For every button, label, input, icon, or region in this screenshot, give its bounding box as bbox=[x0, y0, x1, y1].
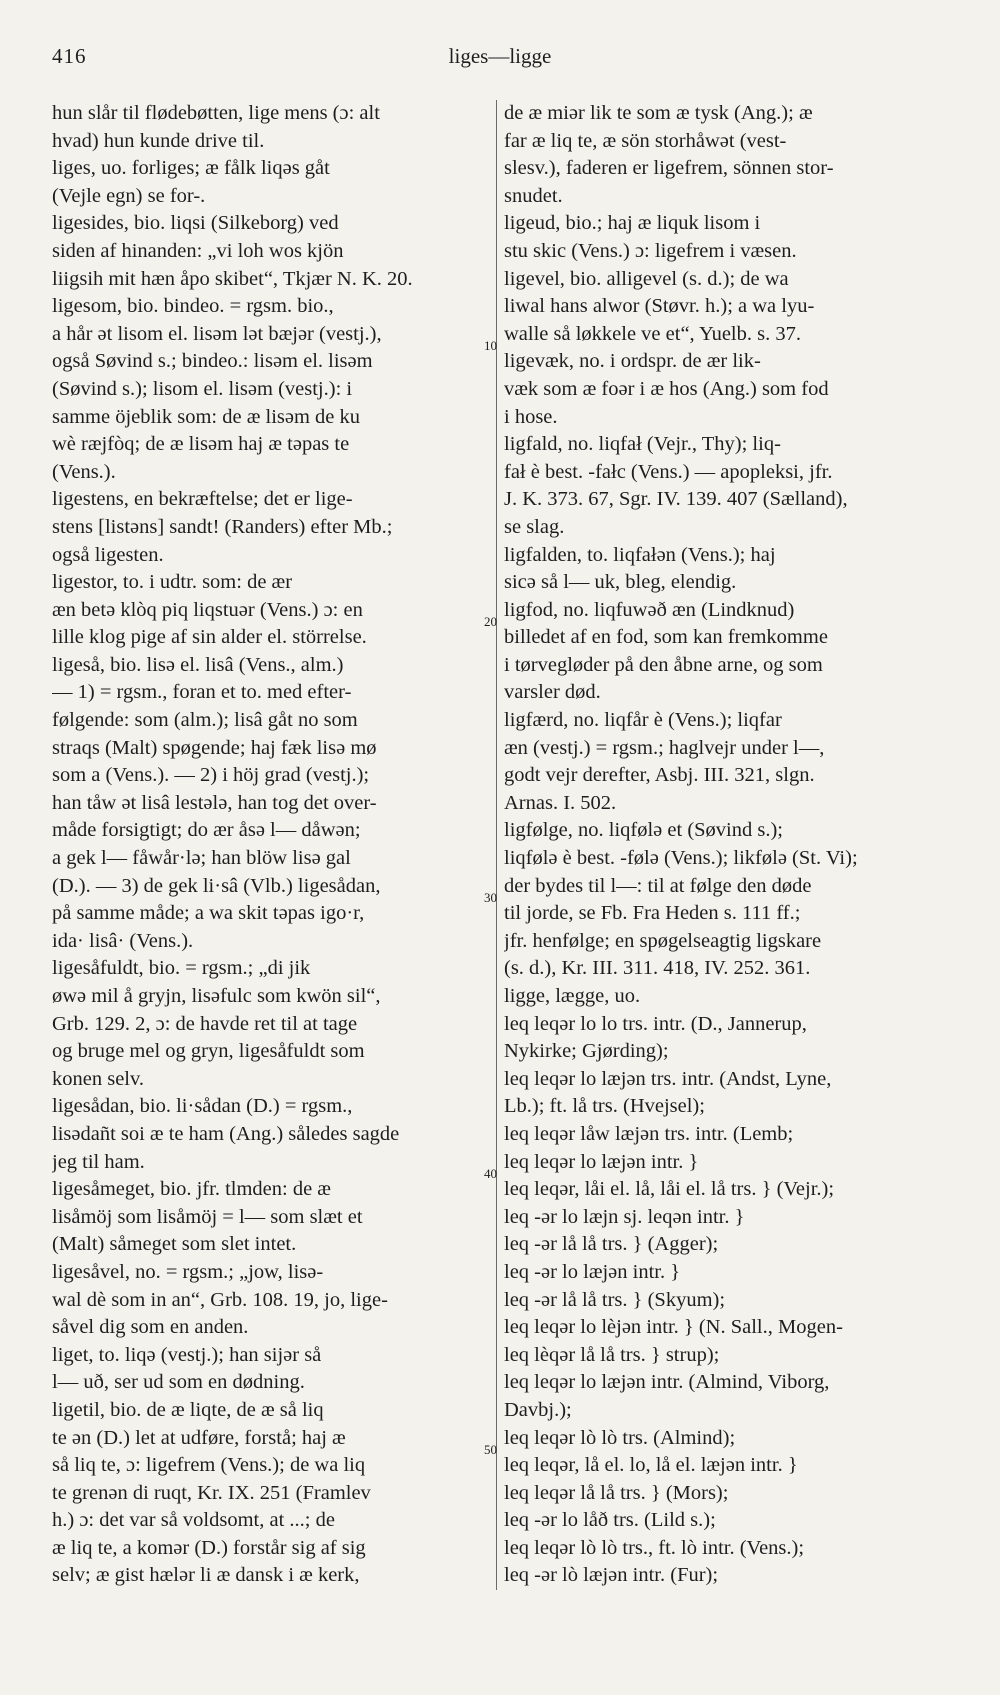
text-line: hvad) hun kunde drive til. bbox=[52, 129, 265, 152]
text-line: se slag. bbox=[504, 515, 565, 538]
text-line: lisåmöj som lisåmöj = l— som slæt et bbox=[52, 1205, 363, 1228]
text-line: stens [listəns] sandt! (Randers) efter Mb.; bbox=[52, 515, 393, 538]
text-line: liges, uo. forliges; æ fålk liqəs gåt bbox=[52, 157, 330, 180]
text-line: lille klog pige af sin alder el. störrelse. bbox=[52, 626, 367, 649]
text-line: konen selv. bbox=[52, 1067, 145, 1090]
text-line: ligesides, bio. liqsi (Silkeborg) ved bbox=[52, 212, 339, 235]
text-line: ligfærd, no. liqfår è (Vens.); liqfar bbox=[504, 709, 782, 732]
text-line: såvel dig som en anden. bbox=[52, 1316, 249, 1339]
text-line: leq leqər lå lå trs. } (Mors); bbox=[504, 1481, 729, 1504]
text-line: leq -ər lå lå trs. } (Skyum); bbox=[504, 1288, 726, 1311]
text-line: ligestens, en bekræftelse; det er lige- bbox=[52, 488, 353, 511]
text-line: (Søvind s.); lisom el. lisəm (vestj.): i bbox=[52, 377, 353, 400]
text-line: walle så løkkele ve et“, Yuelb. s. 37. bbox=[504, 322, 801, 345]
text-line: ligesåmeget, bio. jfr. tlmden: de æ bbox=[52, 1178, 331, 1201]
text-line: a hår ət lisom el. lisəm lət bæjər (vestj.), bbox=[52, 322, 382, 345]
text-line: ligfod, no. liqfuwəð æn (Lindknud) bbox=[504, 598, 795, 621]
text-line: øwə mil å gryjn, lisəfulc som kwön sil“, bbox=[52, 985, 381, 1007]
text-line: (Vens.). bbox=[52, 460, 116, 483]
text-line: ligesåvel, no. = rgsm.; „jow, lisə- bbox=[52, 1260, 324, 1283]
text-line: jfr. henfølge; en spøgelseagtig ligskare bbox=[504, 929, 822, 952]
text-line: leq -ər lo læjn sj. leqən intr. } bbox=[504, 1205, 745, 1228]
text-line: far æ liq te, æ sön storhåwət (vest- bbox=[504, 129, 787, 152]
text-line: Lb.); ft. lå trs. (Hvejsel); bbox=[504, 1095, 705, 1118]
text-line: ligfalden, to. liqfałən (Vens.); haj bbox=[504, 543, 776, 566]
text-line: liwal hans alwor (Støvr. h.); a wa lyu- bbox=[504, 295, 815, 318]
text-line: te ən (D.) let at udføre, forstå; haj æ bbox=[52, 1426, 346, 1449]
text-line: liget, to. liqə (vestj.); han sijər så bbox=[52, 1343, 322, 1366]
text-line: stu skic (Vens.) ɔ: ligefrem i væsen. bbox=[504, 239, 797, 262]
text-line: leq leqər lo læjən intr. } bbox=[504, 1150, 699, 1173]
text-line: og bruge mel og gryn, ligesåfuldt som bbox=[52, 1040, 365, 1063]
text-line: leq leqər lo lo trs. intr. (D., Jannerup, bbox=[504, 1012, 807, 1035]
text-line: ligevel, bio. alligevel (s. d.); de wa bbox=[504, 267, 789, 290]
text-line: leq leqər låw læjən trs. intr. (Lemb; bbox=[504, 1122, 794, 1145]
text-line: selv; æ gist hælər li æ dansk i æ kerk, bbox=[52, 1564, 360, 1587]
text-line: ligeud, bio.; haj æ liquk lisom i bbox=[504, 212, 761, 235]
text-line: Nykirke; Gjørding); bbox=[504, 1040, 669, 1063]
text-line: siden af hinanden: „vi loh wos kjön bbox=[52, 239, 344, 262]
text-line: hun slår til flødebøtten, lige mens (ɔ: alt bbox=[52, 102, 380, 124]
text-line: straqs (Malt) spøgende; haj fæk lisə mø bbox=[52, 736, 377, 759]
text-line: ligfølge, no. liqfølə et (Søvind s.); bbox=[504, 819, 783, 842]
text-line: liigsih mit hæn åpo skibet“, Tkjær N. K. 20. bbox=[52, 267, 413, 290]
text-line: te grenən di ruqt, Kr. IX. 251 (Framlev bbox=[52, 1481, 371, 1504]
text-line: (D.). — 3) de gek li·sâ (Vlb.) ligesådan, bbox=[52, 874, 381, 897]
text-line: så liq te, ɔ: ligefrem (Vens.); de wa liq bbox=[52, 1454, 366, 1477]
text-line: ligevæk, no. i ordspr. de ær lik- bbox=[504, 350, 761, 373]
text-line: (s. d.), Kr. III. 311. 418, IV. 252. 361. bbox=[504, 957, 811, 980]
text-line: — 1) = rgsm., foran et to. med efter- bbox=[52, 681, 352, 704]
text-line: æ liq te, a komər (D.) forstår sig af sig bbox=[52, 1536, 366, 1559]
text-line: snudet. bbox=[504, 184, 563, 207]
text-line: væk som æ foər i æ hos (Ang.) som fod bbox=[504, 377, 829, 400]
text-line: leq lèqər lå lå trs. } strup); bbox=[504, 1343, 720, 1366]
text-line: også ligesten. bbox=[52, 543, 164, 566]
text-line: varsler død. bbox=[504, 681, 601, 704]
text-line: leq -ər lå lå trs. } (Agger); bbox=[504, 1233, 719, 1256]
text-line: der bydes til l—: til at følge den døde bbox=[504, 874, 812, 897]
text-line: ligeså, bio. lisə el. lisâ (Vens., alm.) bbox=[52, 653, 344, 676]
page-header bbox=[0, 44, 1000, 74]
text-line: samme öjeblik som: de æ lisəm de ku bbox=[52, 405, 361, 428]
text-line: fał è best. -fałc (Vens.) — apopleksi, jfr. bbox=[504, 460, 833, 483]
text-line: Davbj.); bbox=[504, 1398, 572, 1421]
text-line: leq leqər lo læjən trs. intr. (Andst, Lyne, bbox=[504, 1067, 832, 1090]
line-marker: 50 bbox=[484, 1442, 497, 1457]
text-line: til jorde, se Fb. Fra Heden s. 111 ff.; bbox=[504, 902, 801, 925]
text-line: (Vejle egn) se for-. bbox=[52, 184, 206, 207]
text-line: de æ miər lik te som æ tysk (Ang.); æ bbox=[504, 102, 813, 124]
text-line: ligesåfuldt, bio. = rgsm.; „di jik bbox=[52, 957, 311, 980]
text-line: leq leqər, låi el. lå, låi el. lå trs. } (Vejr.); bbox=[504, 1178, 835, 1201]
line-marker: 30 bbox=[484, 890, 497, 905]
text-line: l— uð, ser ud som en dødning. bbox=[52, 1371, 305, 1394]
text-line: billedet af en fod, som kan fremkomme bbox=[504, 626, 828, 649]
text-line: på samme måde; a wa skit təpas igo·r, bbox=[52, 902, 365, 925]
text-line: også Søvind s.; bindeo.: lisəm el. lisəm bbox=[52, 350, 373, 373]
text-line: i tørvegløder på den åbne arne, og som bbox=[504, 653, 823, 676]
text-line: ligge, lægge, uo. bbox=[504, 985, 641, 1007]
text-line: Arnas. I. 502. bbox=[504, 791, 617, 814]
text-line: leq leqər lò lò trs. (Almind); bbox=[504, 1426, 736, 1449]
text-line: wal dè som in an“, Grb. 108. 19, jo, lige- bbox=[52, 1288, 388, 1311]
text-line: som a (Vens.). — 2) i höj grad (vestj.); bbox=[52, 764, 370, 787]
text-line: ligesom, bio. bindeo. = rgsm. bio., bbox=[52, 295, 334, 318]
text-line: J. K. 373. 67, Sgr. IV. 139. 407 (Sælland), bbox=[504, 488, 848, 511]
text-line: a gek l— fåwår·lə; han blöw lisə gal bbox=[52, 847, 351, 870]
text-line: leq -ər lo læjən intr. } bbox=[504, 1260, 681, 1283]
text-line: ida· lisâ· (Vens.). bbox=[52, 929, 194, 952]
text-line: leq leqər lo læjən intr. (Almind, Viborg, bbox=[504, 1371, 830, 1394]
text-line: liqfølə è best. -følə (Vens.); likfølə (St. Vi); bbox=[504, 847, 858, 870]
text-line: ligesådan, bio. li·sådan (D.) = rgsm., bbox=[52, 1095, 353, 1118]
column-divider bbox=[496, 100, 497, 1590]
text-line: leq -ər lò læjən intr. (Fur); bbox=[504, 1564, 719, 1587]
text-line: leq leqər, lå el. lo, lå el. læjən intr. } bbox=[504, 1454, 798, 1477]
text-line: slesv.), faderen er ligefrem, sönnen stor- bbox=[504, 157, 834, 180]
text-line: leq -ər lo låð trs. (Lild s.); bbox=[504, 1509, 716, 1532]
text-line: godt vejr derefter, Asbj. III. 321, slgn. bbox=[504, 764, 815, 787]
text-line: wè ræjfòq; de æ lisəm haj æ təpas te bbox=[52, 433, 350, 456]
text-line: (Malt) såmeget som slet intet. bbox=[52, 1233, 297, 1256]
running-head: liges—ligge bbox=[448, 44, 552, 68]
text-line: måde forsigtigt; do ær åsə l— dåwən; bbox=[52, 819, 361, 842]
text-line: i hose. bbox=[504, 405, 558, 428]
text-line: æn (vestj.) = rgsm.; haglvejr under l—, bbox=[504, 736, 825, 759]
text-line: Grb. 129. 2, ɔ: de havde ret til at tage bbox=[52, 1012, 358, 1035]
text-line: jeg til ham. bbox=[52, 1150, 145, 1173]
text-line: følgende: som (alm.); lisâ gåt no som bbox=[52, 709, 358, 732]
text-line: han tåw ət lisâ lestələ, han tog det over- bbox=[52, 791, 377, 814]
line-marker: 10 bbox=[484, 338, 497, 353]
text-line: leq leqər lo lèjən intr. } (N. Sall., Mogen- bbox=[504, 1316, 843, 1339]
text-line: leq leqər lò lò trs., ft. lò intr. (Vens.); bbox=[504, 1536, 805, 1559]
right-column bbox=[504, 100, 954, 1590]
left-column bbox=[52, 100, 487, 1590]
text-line: ligestor, to. i udtr. som: de ær bbox=[52, 571, 293, 594]
line-marker: 40 bbox=[484, 1166, 497, 1181]
text-line: lisədañt soi æ te ham (Ang.) således sagde bbox=[52, 1122, 400, 1145]
text-line: ligetil, bio. de æ liqte, de æ så liq bbox=[52, 1398, 324, 1421]
line-marker: 20 bbox=[484, 614, 497, 629]
text-line: æn betə klòq piq liqstuər (Vens.) ɔ: en bbox=[52, 598, 363, 621]
text-line: ligfald, no. liqfał (Vejr., Thy); liq- bbox=[504, 433, 781, 456]
text-line: sicə så l— uk, bleg, elendig. bbox=[504, 571, 737, 594]
page-number: 416 bbox=[52, 44, 87, 68]
text-line: h.) ɔ: det var så voldsomt, at ...; de bbox=[52, 1509, 335, 1532]
